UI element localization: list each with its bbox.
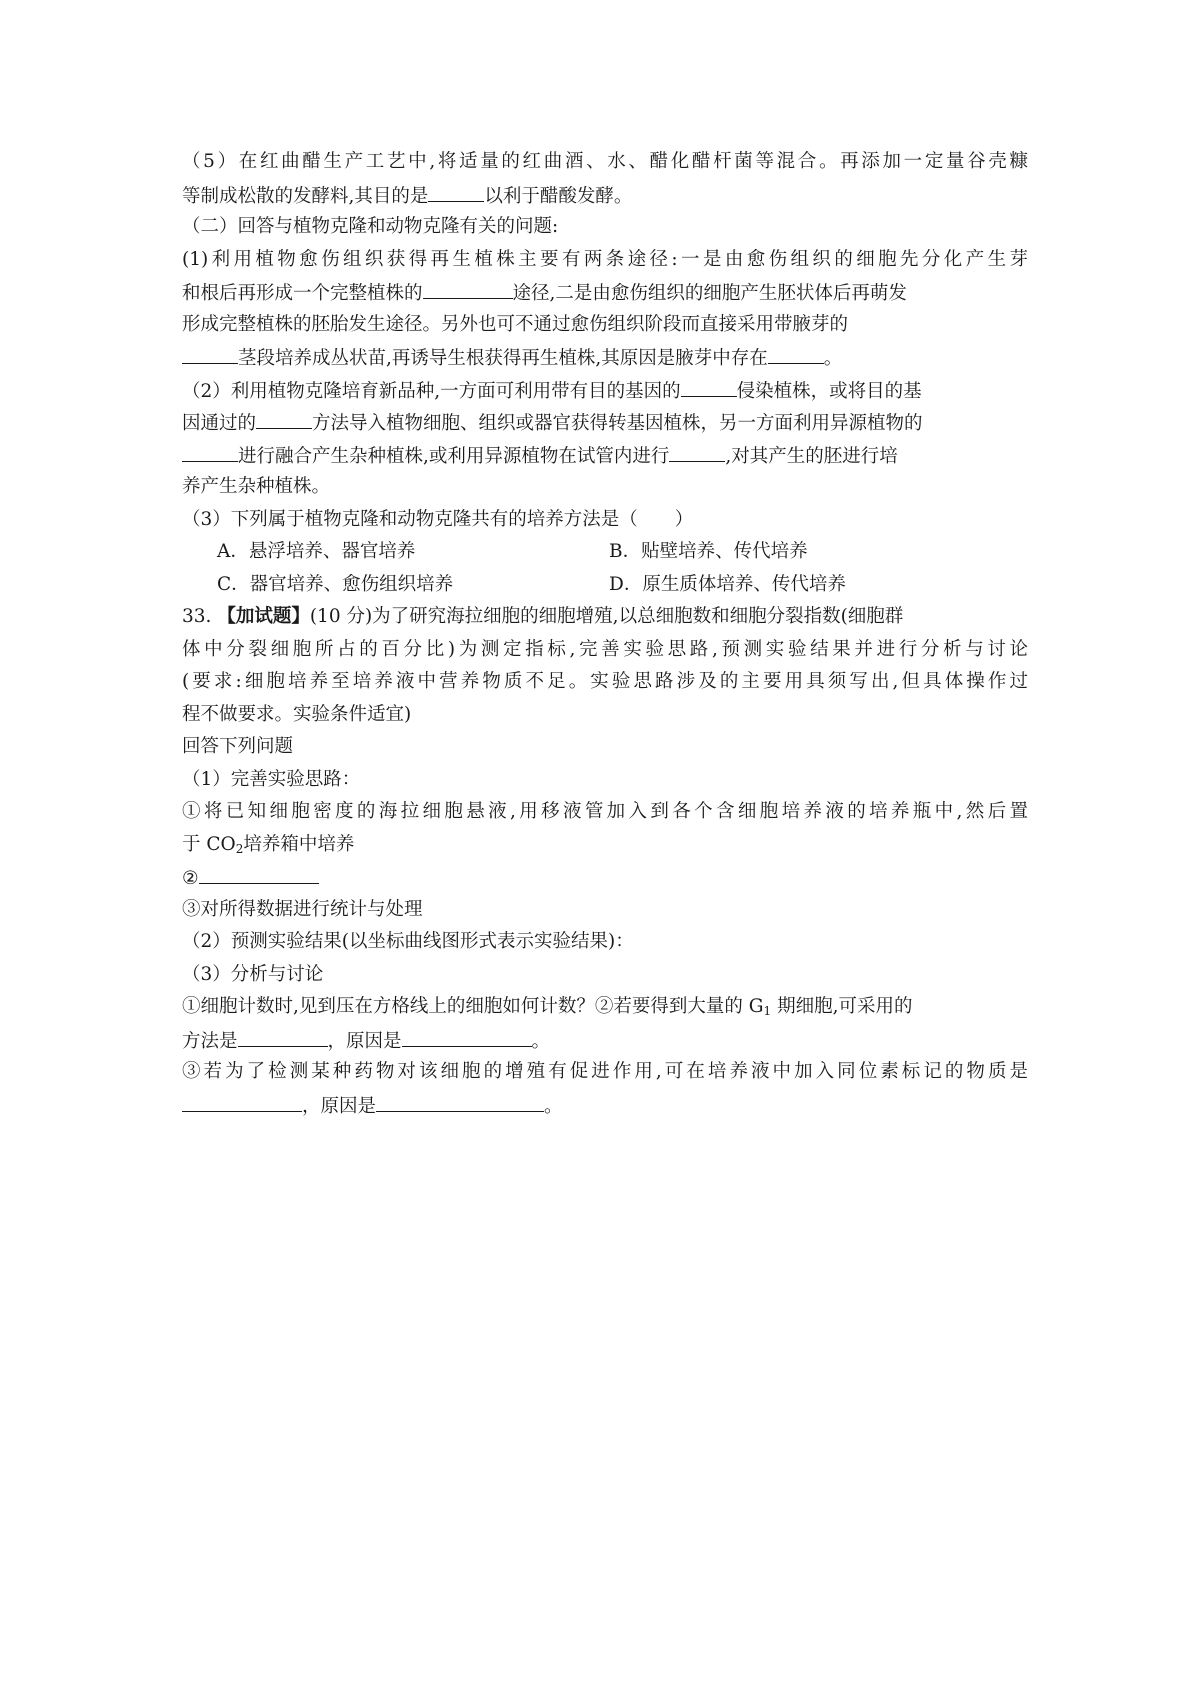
text-span: （5）在红曲醋生产工艺中,将适量的红曲酒、水、醋化醋杆菌等混合。再添加一定量谷壳糠 bbox=[182, 151, 1028, 172]
answer-blank bbox=[768, 341, 824, 364]
text-span: ,对其产生的胚进行培 bbox=[725, 445, 898, 467]
answer-blank bbox=[182, 341, 238, 364]
text-span: 侵染植株，或将目的基 bbox=[736, 380, 922, 402]
answer-blank bbox=[199, 861, 319, 884]
question-number: 33. bbox=[182, 606, 218, 627]
text-span: ①细胞计数时,见到压在方格线上的细胞如何计数？②若要得到大量的 G bbox=[182, 996, 764, 1017]
text-line bbox=[182, 1056, 1028, 1089]
text-span: ② bbox=[182, 868, 199, 889]
text-span: ③对所得数据进行统计与处理 bbox=[182, 898, 423, 920]
answer-blank bbox=[423, 276, 513, 299]
text-span: 。 bbox=[544, 1095, 563, 1117]
text-line bbox=[182, 309, 1028, 342]
text-span: 因通过的 bbox=[182, 413, 257, 434]
question-text-block bbox=[182, 146, 1028, 1121]
text-span: (10 分)为了研究海拉细胞的细胞增殖,以总细胞数和细胞分裂指数(细胞群 bbox=[309, 606, 904, 627]
answer-blank bbox=[428, 179, 484, 202]
text-line bbox=[182, 699, 1028, 732]
text-line bbox=[182, 991, 1028, 1024]
text-span: 方法导入植物细胞、组织或器官获得转基因植株，另一方面利用异源植物的 bbox=[312, 413, 923, 434]
answer-blank bbox=[256, 406, 312, 429]
text-span: 形成完整植株的胚胎发生途径。另外也可不通过愈伤组织阶段而直接采用带腋芽的 bbox=[182, 313, 849, 335]
options-row bbox=[182, 569, 1028, 602]
text-line bbox=[182, 1089, 1028, 1122]
answer-blank bbox=[238, 1024, 328, 1047]
text-line bbox=[182, 341, 1028, 374]
question-tag: 【加试题】 bbox=[217, 606, 310, 627]
text-span: （2）预测实验结果(以坐标曲线图形式表示实验结果)： bbox=[182, 931, 634, 952]
question-stem bbox=[182, 504, 1028, 537]
answer-blank bbox=[402, 1024, 532, 1047]
text-span: 。 bbox=[531, 1030, 551, 1052]
text-line bbox=[182, 731, 1028, 764]
subscript: 1 bbox=[763, 1004, 772, 1018]
option-b: B．贴壁培养、传代培养 bbox=[609, 541, 808, 562]
text-line bbox=[182, 276, 1028, 309]
text-span: 程不做要求。实验条件适宜) bbox=[182, 703, 412, 725]
answer-blank bbox=[669, 439, 725, 462]
text-span: 回答下列问题 bbox=[182, 736, 294, 757]
text-span: 途径,二是由愈伤组织的细胞产生胚状体后再萌发 bbox=[512, 283, 907, 304]
text-line bbox=[182, 146, 1028, 179]
text-line bbox=[182, 796, 1028, 829]
text-span: 。 bbox=[823, 348, 843, 369]
text-span: （2）利用植物克隆培育新品种,一方面可利用带有目的基因的 bbox=[182, 380, 681, 402]
text-line bbox=[182, 374, 1028, 407]
text-line bbox=[182, 406, 1028, 439]
section-heading bbox=[182, 211, 1028, 244]
text-span: 和根后再形成一个完整植株的 bbox=[182, 283, 423, 304]
text-line bbox=[182, 471, 1028, 504]
text-span: 于 CO bbox=[182, 833, 236, 855]
text-line bbox=[182, 666, 1028, 699]
text-span: 培养箱中培养 bbox=[243, 833, 355, 855]
text-span: 等制成松散的发酵料,其目的是 bbox=[182, 185, 429, 207]
text-span: （二）回答与植物克隆和动物克隆有关的问题: bbox=[182, 216, 559, 237]
text-span: ③若为了检测某种药物对该细胞的增殖有促进作用,可在培养液中加入同位素标记的物质是 bbox=[182, 1061, 1028, 1082]
text-span: 养产生杂种植株。 bbox=[182, 476, 331, 497]
text-line bbox=[182, 764, 1028, 797]
text-line bbox=[182, 439, 1028, 472]
text-line bbox=[182, 894, 1028, 927]
text-span: ①将已知细胞密度的海拉细胞悬液,用移液管加入到各个含细胞培养液的培养瓶中,然后置 bbox=[182, 801, 1028, 822]
text-span: 体中分裂细胞所占的百分比)为测定指标,完善实验思路,预测实验结果并进行分析与讨论 bbox=[182, 638, 1028, 660]
text-line bbox=[182, 634, 1028, 667]
options-row bbox=[182, 536, 1028, 569]
text-span: (要求:细胞培养至培养液中营养物质不足。实验思路涉及的主要用具须写出,但具体操作过 bbox=[182, 671, 1028, 692]
answer-blank bbox=[182, 439, 238, 462]
option-a: A．悬浮培养、器官培养 bbox=[217, 541, 416, 562]
text-span: 方法是 bbox=[182, 1030, 238, 1052]
answer-blank bbox=[681, 374, 737, 397]
text-line bbox=[182, 926, 1028, 959]
answer-blank bbox=[376, 1089, 544, 1112]
text-line bbox=[182, 1024, 1028, 1057]
answer-blank bbox=[182, 1089, 302, 1112]
text-span: 期细胞,可采用的 bbox=[771, 996, 913, 1017]
text-line bbox=[182, 959, 1028, 992]
text-span: （3）分析与讨论 bbox=[182, 963, 324, 985]
text-span: 茎段培养成丛状苗,再诱导生根获得再生植株,其原因是腋芽中存在 bbox=[238, 348, 768, 369]
option-d: D．原生质体培养、传代培养 bbox=[609, 573, 846, 595]
option-c: C．器官培养、愈伤组织培养 bbox=[217, 573, 454, 595]
text-span: （3）下列属于植物克隆和动物克隆共有的培养方法是（ ） bbox=[182, 508, 694, 530]
text-line bbox=[182, 861, 1028, 894]
subscript: 2 bbox=[235, 841, 244, 856]
text-span: ，原因是 bbox=[327, 1030, 402, 1052]
text-line bbox=[182, 244, 1028, 277]
text-line bbox=[182, 179, 1028, 212]
text-line bbox=[182, 829, 1028, 862]
text-span: （1）完善实验思路： bbox=[182, 768, 361, 790]
text-span: 进行融合产生杂种植株,或利用异源植物在试管内进行 bbox=[238, 445, 670, 467]
text-line bbox=[182, 601, 1028, 634]
text-span: 以利于醋酸发酵。 bbox=[484, 185, 633, 207]
text-span: (1)利用植物愈伤组织获得再生植株主要有两条途径:一是由愈伤组织的细胞先分化产生芽 bbox=[182, 248, 1028, 270]
text-span: ，原因是 bbox=[302, 1095, 377, 1117]
